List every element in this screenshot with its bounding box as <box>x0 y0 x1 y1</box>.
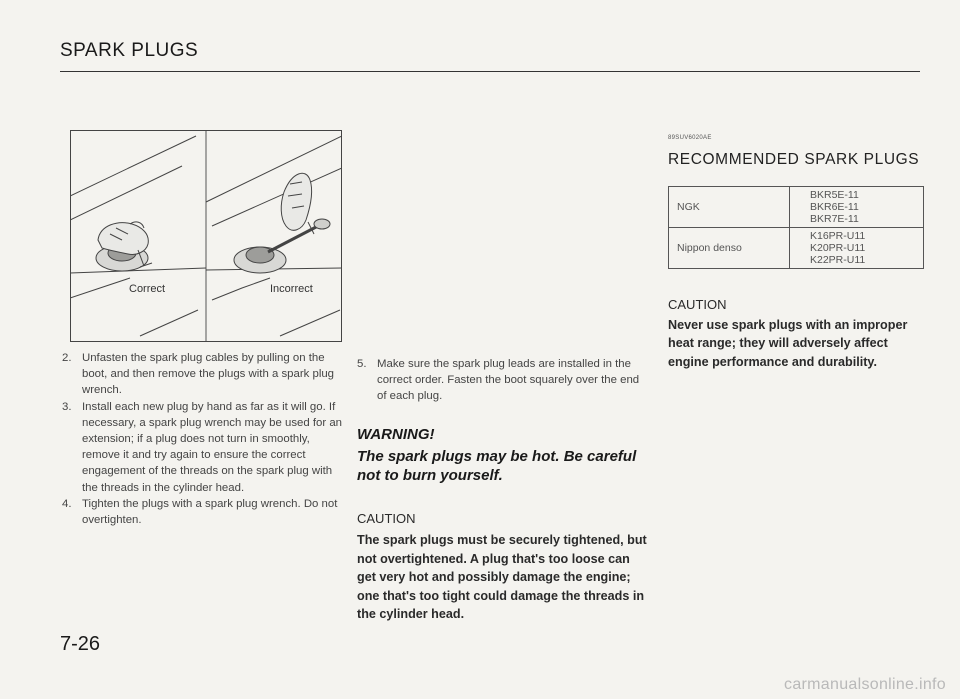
brand-cell: Nippon denso <box>669 228 790 269</box>
brand-cell: NGK <box>669 187 790 228</box>
caution-right-title: CAUTION <box>668 297 727 313</box>
page-header-title: SPARK PLUGS <box>60 40 199 61</box>
caution-body: The spark plugs must be securely tightened, but not overtightened. A plug that's too loose can get very hot and possibly damage the engine; one that's too tight could damage the threads in the cylinder head. <box>357 533 647 622</box>
page-number: 7-26 <box>60 633 101 655</box>
figure-label-correct: Correct <box>129 283 166 295</box>
warning-title: WARNING! <box>357 425 435 443</box>
models-cell <box>790 187 924 228</box>
step-text: Make sure the spark plug leads are installed in the correct order. Fasten the boot squarely over the end of each plug. <box>377 358 640 403</box>
models-cell <box>790 228 924 269</box>
step-number: 4. <box>62 497 72 510</box>
watermark: carmanualsonline.info <box>784 676 946 693</box>
table-row <box>669 228 924 269</box>
correct-panel <box>70 136 206 336</box>
list-item <box>62 350 344 399</box>
model-value: K16PR-U11 <box>810 230 866 243</box>
incorrect-panel <box>206 136 342 336</box>
step-number: 3. <box>62 400 72 413</box>
header-rule <box>60 71 920 72</box>
caution-right-body: Never use spark plugs with an improper heat range; they will adversely affect engine performance and durability. <box>668 317 908 369</box>
left-column <box>62 350 344 528</box>
spark-plug-illustration <box>70 130 342 342</box>
list-item <box>357 356 644 405</box>
middle-column <box>357 356 647 624</box>
steps-list-left <box>62 350 344 528</box>
table-row <box>669 187 924 228</box>
step-text: Install each new plug by hand as far as it will go. If necessary, a spark plug wrench may be used for an extension; if a plug does not turn in smoothly, remove it and try again to ensure the correct engagement of the threads on the spark plug with the threads in the cylinder head. <box>82 400 343 494</box>
model-value: BKR6E-11 <box>810 201 859 214</box>
step-number: 2. <box>62 352 72 364</box>
warning-body: The spark plugs may be hot. Be careful not to burn yourself. <box>357 447 637 484</box>
step-text: Unfasten the spark plug cables by pulling on the boot, and then remove the plugs with a spark plug wrench. <box>82 352 335 397</box>
model-value: BKR5E-11 <box>810 189 859 202</box>
model-value: K20PR-U11 <box>810 242 866 255</box>
caution-title: CAUTION <box>357 510 416 526</box>
section-code: 89SUV6020AE <box>668 135 712 141</box>
model-value: K22PR-U11 <box>810 254 866 267</box>
section-title: RECOMMENDED SPARK PLUGS <box>668 151 920 169</box>
list-item <box>62 496 344 528</box>
step-number: 5. <box>357 358 367 370</box>
steps-list-middle <box>357 356 644 405</box>
list-item <box>62 399 344 496</box>
recommended-plugs-table <box>668 186 924 269</box>
right-column <box>668 130 930 371</box>
step-text: Tighten the plugs with a spark plug wrench. Do not overtighten. <box>82 497 338 527</box>
model-value: BKR7E-11 <box>810 213 859 226</box>
figure-label-incorrect: Incorrect <box>270 283 313 295</box>
illustration-svg <box>70 130 342 342</box>
